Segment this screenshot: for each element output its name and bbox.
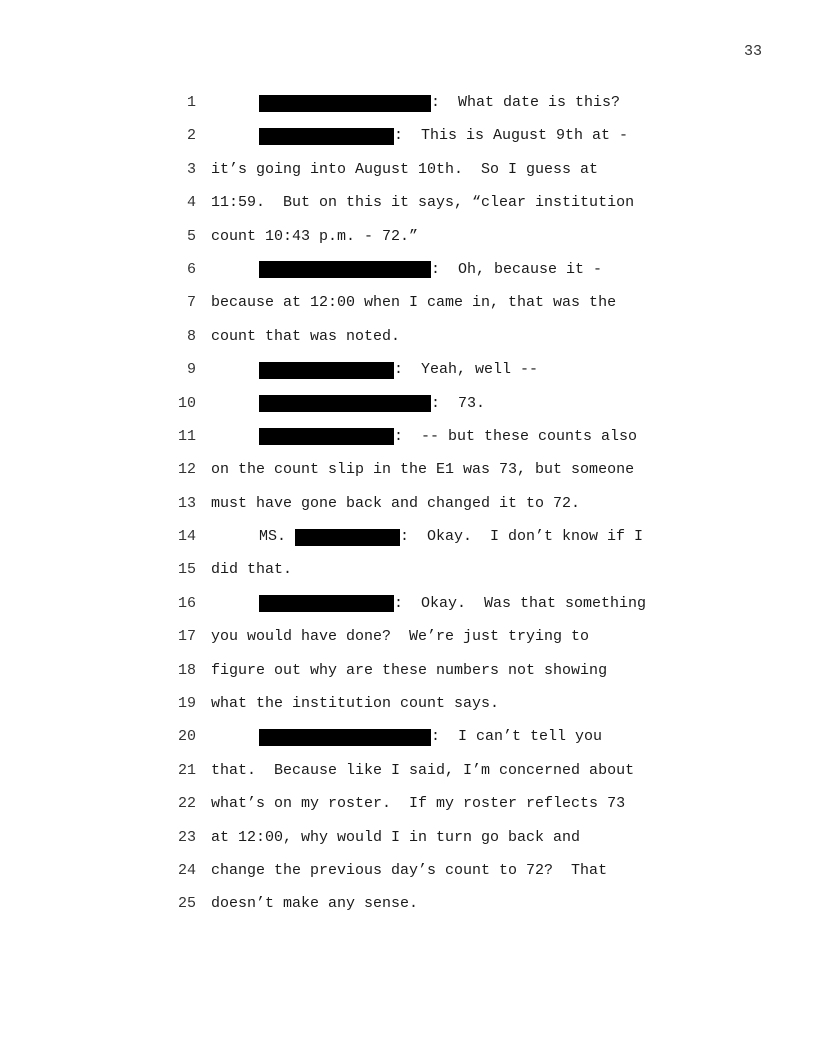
redacted-speaker-name xyxy=(259,362,394,379)
line-text-container xyxy=(259,595,646,613)
transcript-line xyxy=(0,862,816,895)
transcript-line xyxy=(0,628,816,661)
line-text: did that. xyxy=(211,561,293,579)
speaker-prefix: MS. xyxy=(259,528,296,546)
line-text-container xyxy=(211,228,418,246)
line-text: must have gone back and changed it to 72. xyxy=(211,494,581,512)
line-number: 1 xyxy=(186,94,196,111)
transcript-line xyxy=(0,94,816,127)
redacted-speaker-name xyxy=(259,261,431,278)
line-number: 9 xyxy=(186,361,196,379)
transcript-line xyxy=(0,328,816,361)
line-text-container xyxy=(211,294,616,312)
transcript-line xyxy=(0,495,816,528)
line-text-container xyxy=(211,561,292,579)
line-text: because at 12:00 when I came in, that was the xyxy=(211,294,617,312)
line-number: 17 xyxy=(177,628,196,646)
line-text: : I can’t tell you xyxy=(431,728,603,746)
transcript-line xyxy=(0,795,816,828)
line-number: 20 xyxy=(177,728,196,746)
line-text: : 73. xyxy=(431,394,486,412)
page-number: 33 xyxy=(743,43,762,60)
line-number: 24 xyxy=(177,861,196,879)
line-text: change the previous day’s count to 72? That xyxy=(211,861,608,879)
transcript-line xyxy=(0,829,816,862)
redacted-speaker-name xyxy=(259,128,394,145)
line-text: : -- but these counts also xyxy=(394,427,638,445)
line-number: 13 xyxy=(177,494,196,512)
line-text-container xyxy=(259,528,643,546)
transcript-line xyxy=(0,228,816,261)
line-text: count 10:43 p.m. - 72.” xyxy=(211,227,419,245)
line-number: 11 xyxy=(177,427,196,445)
line-text: that. Because like I said, I’m concerned about xyxy=(211,761,635,779)
line-text-container xyxy=(211,795,625,813)
line-text: : This is August 9th at - xyxy=(394,127,629,145)
line-text-container xyxy=(211,194,634,212)
line-text-container xyxy=(259,428,637,446)
line-text-container xyxy=(259,94,620,112)
transcript-line xyxy=(0,261,816,294)
transcript-line xyxy=(0,194,816,227)
line-number: 18 xyxy=(177,661,196,679)
line-text: what the institution count says. xyxy=(211,695,500,713)
transcript-line xyxy=(0,294,816,327)
transcript-line xyxy=(0,695,816,728)
transcript-line xyxy=(0,528,816,561)
line-text: : Okay. I don’t know if I xyxy=(400,528,644,546)
line-number: 4 xyxy=(186,194,196,212)
transcript-line xyxy=(0,461,816,494)
line-number: 16 xyxy=(177,594,196,612)
transcript-line xyxy=(0,728,816,761)
line-number: 5 xyxy=(186,227,196,245)
line-text: : Okay. Was that something xyxy=(394,594,647,612)
line-number: 23 xyxy=(177,828,196,846)
line-text: what’s on my roster. If my roster reflects 73 xyxy=(211,795,626,813)
redacted-speaker-name xyxy=(259,428,394,445)
transcript-line xyxy=(0,561,816,594)
line-text-container xyxy=(259,261,602,279)
line-text: figure out why are these numbers not showing xyxy=(211,661,608,679)
transcript-line xyxy=(0,662,816,695)
line-text-container xyxy=(211,628,589,646)
transcript-line xyxy=(0,161,816,194)
transcript-line xyxy=(0,595,816,628)
line-text-container xyxy=(211,695,499,713)
redacted-speaker-name xyxy=(259,395,431,412)
transcript-line xyxy=(0,127,816,160)
line-text: count that was noted. xyxy=(211,327,401,345)
line-number: 12 xyxy=(177,461,196,479)
line-text-container xyxy=(211,662,607,680)
line-text: : Oh, because it - xyxy=(431,260,603,278)
transcript-line xyxy=(0,895,816,928)
line-text-container xyxy=(211,862,607,880)
line-number: 19 xyxy=(177,695,196,713)
line-text-container xyxy=(211,762,634,780)
line-number: 3 xyxy=(186,160,196,178)
line-number: 6 xyxy=(186,260,196,278)
redacted-speaker-name xyxy=(259,729,431,746)
line-text: 11:59. But on this it says, “clear institution xyxy=(211,194,635,212)
line-number: 21 xyxy=(177,761,196,779)
transcript-line xyxy=(0,762,816,795)
line-number: 15 xyxy=(177,561,196,579)
line-text-container xyxy=(259,395,485,413)
redacted-speaker-name xyxy=(295,529,400,546)
transcript-body xyxy=(0,94,816,929)
line-text: you would have done? We’re just trying to xyxy=(211,628,590,646)
line-text: on the count slip in the E1 was 73, but someone xyxy=(211,461,635,479)
line-text-container xyxy=(211,161,598,179)
line-text: : Yeah, well -- xyxy=(394,361,539,379)
line-number: 14 xyxy=(177,528,196,546)
line-number: 22 xyxy=(177,795,196,813)
redacted-speaker-name xyxy=(259,595,394,612)
line-text-container xyxy=(211,495,580,513)
line-number: 25 xyxy=(177,895,196,913)
redacted-speaker-name xyxy=(259,95,431,112)
line-text-container xyxy=(211,829,580,847)
line-text-container xyxy=(259,361,538,379)
line-text: doesn’t make any sense. xyxy=(211,895,419,913)
line-text-container xyxy=(259,127,628,145)
line-number: 10 xyxy=(177,394,196,412)
transcript-line xyxy=(0,428,816,461)
line-text: : What date is this? xyxy=(431,94,621,111)
line-number: 7 xyxy=(186,294,196,312)
line-text: at 12:00, why would I in turn go back and xyxy=(211,828,581,846)
line-text-container xyxy=(211,328,400,346)
transcript-line xyxy=(0,361,816,394)
transcript-line xyxy=(0,395,816,428)
line-number: 2 xyxy=(186,127,196,145)
line-text-container xyxy=(211,461,634,479)
line-text-container xyxy=(211,895,418,913)
line-number: 8 xyxy=(186,327,196,345)
line-text: it’s going into August 10th. So I guess at xyxy=(211,160,599,178)
line-text-container xyxy=(259,728,602,746)
